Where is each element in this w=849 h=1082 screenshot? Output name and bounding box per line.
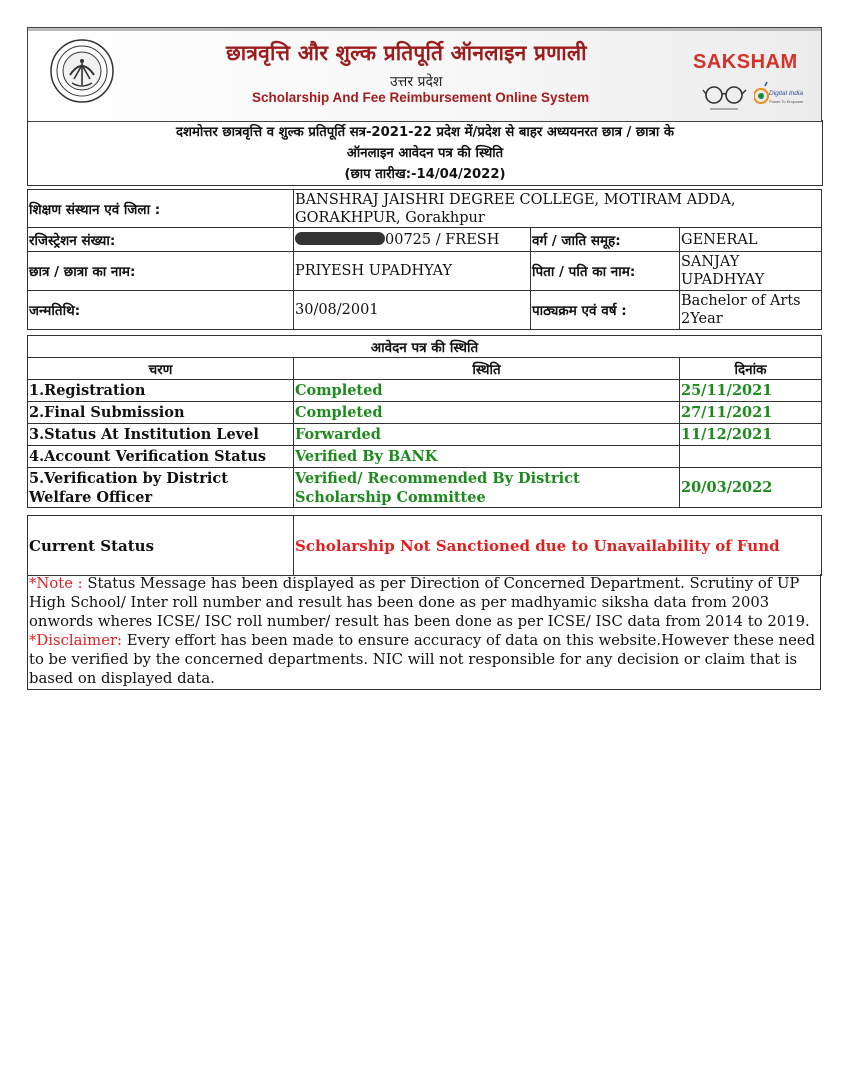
column-header-date: दिनांक (680, 358, 822, 380)
table-row (28, 516, 822, 576)
current-status-table (27, 515, 822, 576)
date-cell: 25/11/2021 (680, 380, 822, 402)
dob-value: 30/08/2001 (294, 291, 531, 330)
note-text: Status Message has been displayed as per Direction of Concerned Department. Scrutiny of UP High School/ Inter roll number and result has been done as per madhyamic siksha data from 2003 onwords wheres ICSE/ ISC roll number/ result has been done as per ICSE/ ISC data from 2014 to 2019. (29, 575, 810, 630)
student-info-table (27, 189, 822, 330)
portal-title-hindi: छात्रवृत्ति और शुल्क प्रतिपूर्ति ऑनलाइन प्रणाली (226, 41, 587, 65)
registration-value: 00725 / FRESH (385, 231, 500, 248)
date-cell: 11/12/2021 (680, 424, 822, 446)
up-government-seal-icon (50, 39, 114, 103)
dob-label: जन्मतिथि: (28, 291, 294, 330)
application-status-table (27, 335, 822, 508)
course-value: Bachelor of Arts 2Year (680, 291, 822, 330)
current-status-value: Scholarship Not Sanctioned due to Unavailability of Fund (294, 516, 822, 576)
status-cell: Completed (294, 402, 680, 424)
saksham-logo: SAKSHAM (693, 51, 798, 73)
header-banner (27, 27, 822, 122)
table-row (28, 402, 822, 424)
table-row (28, 380, 822, 402)
digital-india-label: Digital India (769, 90, 803, 97)
category-value: GENERAL (680, 228, 822, 252)
table-row (28, 228, 822, 252)
father-name-value: SANJAY UPADHYAY (680, 252, 822, 291)
status-report (27, 27, 822, 687)
stage-cell: 5.Verification by District Welfare Officer (28, 468, 294, 508)
stage-cell: 4.Account Verification Status (28, 446, 294, 468)
heading-line-2: ऑनलाइन आवेदन पत्र की स्थिति (346, 146, 504, 161)
table-header-row (28, 358, 822, 380)
date-cell (680, 446, 822, 468)
table-row (28, 424, 822, 446)
disclaimer-label: *Disclaimer: (29, 632, 127, 649)
status-table-title: आवेदन पत्र की स्थिति (28, 336, 822, 358)
current-status-label: Current Status (28, 516, 294, 576)
institution-label: शिक्षण संस्थान एवं जिला : (28, 190, 294, 228)
status-cell: Forwarded (294, 424, 680, 446)
heading-line-1: दशमोत्तर छात्रवृत्ति व शुल्क प्रतिपूर्ति सत्र-2021-22 प्रदेश में/प्रदेश से बाहर अध्ययनरत छात्र / छात्रा के (176, 125, 674, 140)
table-row (28, 252, 822, 291)
registration-cell (294, 228, 531, 252)
report-heading (27, 120, 823, 186)
father-name-label: पिता / पति का नाम: (531, 252, 680, 291)
footer-notes (27, 574, 821, 690)
student-name-label: छात्र / छात्रा का नाम: (28, 252, 294, 291)
table-row (28, 336, 822, 358)
stage-cell: 3.Status At Institution Level (28, 424, 294, 446)
institution-value: BANSHRAJ JAISHRI DEGREE COLLEGE, MOTIRAM ADDA, GORAKHPUR, Gorakhpur (294, 190, 822, 228)
table-row (28, 468, 822, 508)
stage-cell: 1.Registration (28, 380, 294, 402)
portal-title-english: Scholarship And Fee Reimbursement Online System (252, 90, 590, 105)
disclaimer-text: Every effort has been made to ensure accuracy of data on this website.However these need to be verified by the concerned departments. NIC will not responsible for any decision or claim that is based on displayed data. (29, 632, 816, 687)
state-name: उत्तर प्रदेश (390, 74, 443, 90)
banner-stripe (28, 28, 821, 31)
redacted-block (295, 232, 385, 245)
category-label: वर्ग / जाति समूह: (531, 228, 680, 252)
registration-label: रजिस्ट्रेशन संख्या: (28, 228, 294, 252)
student-name-value: PRIYESH UPADHYAY (294, 252, 531, 291)
swachh-bharat-glasses-icon (702, 79, 750, 113)
date-cell: 27/11/2021 (680, 402, 822, 424)
table-row (28, 190, 822, 228)
note-label: *Note : (29, 575, 88, 592)
column-header-stage: चरण (28, 358, 294, 380)
status-cell: Verified/ Recommended By District Scholarship Committee (294, 468, 680, 508)
stage-cell: 2.Final Submission (28, 402, 294, 424)
print-date: (छाप तारीख:-14/04/2022) (344, 167, 506, 182)
course-label: पाठ्यक्रम एवं वर्ष : (531, 291, 680, 330)
date-cell: 20/03/2022 (680, 468, 822, 508)
digital-india-tagline: Power To Empower (769, 99, 804, 104)
status-cell: Completed (294, 380, 680, 402)
column-header-status: स्थिति (294, 358, 680, 380)
table-row (28, 291, 822, 330)
table-row (28, 446, 822, 468)
status-cell: Verified By BANK (294, 446, 680, 468)
